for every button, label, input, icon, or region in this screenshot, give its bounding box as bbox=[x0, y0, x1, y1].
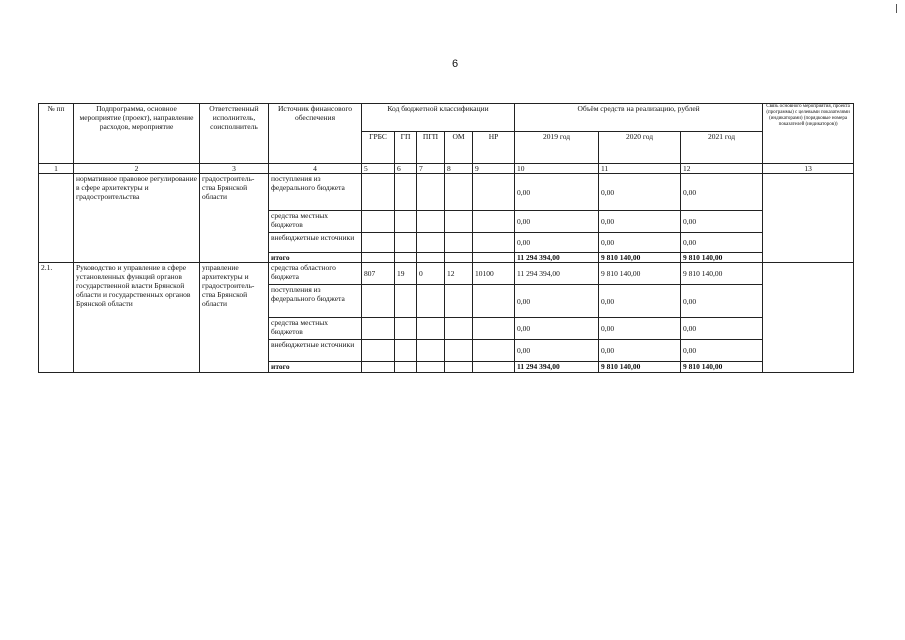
value-2019: 0,00 bbox=[515, 174, 599, 211]
source-cell: поступления из федерального бюджета bbox=[269, 174, 362, 211]
header-om: ОМ bbox=[445, 132, 473, 164]
total-label: итого bbox=[269, 253, 362, 263]
total-label: итого bbox=[269, 362, 362, 373]
total-2020: 9 810 140,00 bbox=[599, 253, 681, 263]
col-number: 12 bbox=[681, 164, 763, 174]
col-number: 2 bbox=[74, 164, 200, 174]
header-subprogram: Подпрограмма, основное мероприятие (проект), направление расходов, мероприятие bbox=[74, 104, 200, 164]
budget-table bbox=[38, 103, 854, 373]
block2-responsible: управление архитектуры и градостроитель-ства Брянской области bbox=[200, 263, 269, 373]
code-pgp: 0 bbox=[417, 263, 445, 285]
code-om: 12 bbox=[445, 263, 473, 285]
header-pgp: ПГП bbox=[417, 132, 445, 164]
value-2021: 0,00 bbox=[681, 340, 763, 362]
header-num: № пп bbox=[39, 104, 74, 164]
col-number: 6 bbox=[395, 164, 417, 174]
header-2021: 2021 год bbox=[681, 132, 763, 164]
value-2020: 0,00 bbox=[599, 174, 681, 211]
col-number: 7 bbox=[417, 164, 445, 174]
col-number: 13 bbox=[763, 164, 854, 174]
block1 bbox=[39, 174, 854, 263]
value-2020: 0,00 bbox=[599, 340, 681, 362]
col-number: 4 bbox=[269, 164, 362, 174]
code-gp: 19 bbox=[395, 263, 417, 285]
header-grbs: ГРБС bbox=[362, 132, 395, 164]
col-number: 8 bbox=[445, 164, 473, 174]
col-number: 5 bbox=[362, 164, 395, 174]
source-cell: внебюджетные источники bbox=[269, 233, 362, 253]
header-2019: 2019 год bbox=[515, 132, 599, 164]
total-2019: 11 294 394,00 bbox=[515, 253, 599, 263]
header-source: Источник финансового обеспечения bbox=[269, 104, 362, 164]
source-cell: поступления из федерального бюджета bbox=[269, 285, 362, 318]
code-nr: 10100 bbox=[473, 263, 515, 285]
col-number: 3 bbox=[200, 164, 269, 174]
value-2021: 0,00 bbox=[681, 174, 763, 211]
value-2021: 9 810 140,00 bbox=[681, 263, 763, 285]
source-cell: средства областного бюджета bbox=[269, 263, 362, 285]
header-budget-code: Код бюджетной классификации bbox=[362, 104, 515, 132]
source-cell: средства местных бюджетов bbox=[269, 211, 362, 233]
header-2020: 2020 год bbox=[599, 132, 681, 164]
col-number: 11 bbox=[599, 164, 681, 174]
block2 bbox=[39, 263, 854, 373]
header-gp: ГП bbox=[395, 132, 417, 164]
value-2021: 0,00 bbox=[681, 211, 763, 233]
col-number: 10 bbox=[515, 164, 599, 174]
total-2020: 9 810 140,00 bbox=[599, 362, 681, 373]
value-2020: 0,00 bbox=[599, 285, 681, 318]
header-nr: НР bbox=[473, 132, 515, 164]
source-cell: внебюджетные источники bbox=[269, 340, 362, 362]
value-2020: 9 810 140,00 bbox=[599, 263, 681, 285]
block1-responsible: градостроитель-ства Брянской области bbox=[200, 174, 269, 263]
block1-link bbox=[763, 174, 854, 263]
value-2020: 0,00 bbox=[599, 318, 681, 340]
header-volume: Объём средств на реализацию, рублей bbox=[515, 104, 763, 132]
block2-activity: Руководство и управление в сфере установленных функций органов государственной власти Брянской области и государственных органов Брянской области bbox=[74, 263, 200, 373]
value-2019: 11 294 394,00 bbox=[515, 263, 599, 285]
total-2021: 9 810 140,00 bbox=[681, 362, 763, 373]
value-2019: 0,00 bbox=[515, 318, 599, 340]
total-2019: 11 294 394,00 bbox=[515, 362, 599, 373]
value-2020: 0,00 bbox=[599, 233, 681, 253]
value-2019: 0,00 bbox=[515, 340, 599, 362]
header-responsible: Ответственный исполнитель, соисполнитель bbox=[200, 104, 269, 164]
scan-edge-mark bbox=[896, 4, 897, 13]
page-number: 6 bbox=[452, 58, 459, 70]
block1-num bbox=[39, 174, 74, 263]
block1-activity: нормативное правовое регулирование в сфере архитектуры и градостроительства bbox=[74, 174, 200, 263]
block2-num: 2.1. bbox=[39, 263, 74, 373]
code-grbs: 807 bbox=[362, 263, 395, 285]
value-2019: 0,00 bbox=[515, 285, 599, 318]
col-number: 1 bbox=[39, 164, 74, 174]
col-number: 9 bbox=[473, 164, 515, 174]
total-2021: 9 810 140,00 bbox=[681, 253, 763, 263]
value-2019: 0,00 bbox=[515, 211, 599, 233]
source-cell: средства местных бюджетов bbox=[269, 318, 362, 340]
value-2020: 0,00 bbox=[599, 211, 681, 233]
value-2019: 0,00 bbox=[515, 233, 599, 253]
value-2021: 0,00 bbox=[681, 285, 763, 318]
value-2021: 0,00 bbox=[681, 318, 763, 340]
value-2021: 0,00 bbox=[681, 233, 763, 253]
header-link: Связь основного мероприятия, проекта (программы) с целевыми показателями (индикаторами) (порядковые номера показателей (индикаторов)) bbox=[763, 104, 854, 164]
block2-link bbox=[763, 263, 854, 373]
